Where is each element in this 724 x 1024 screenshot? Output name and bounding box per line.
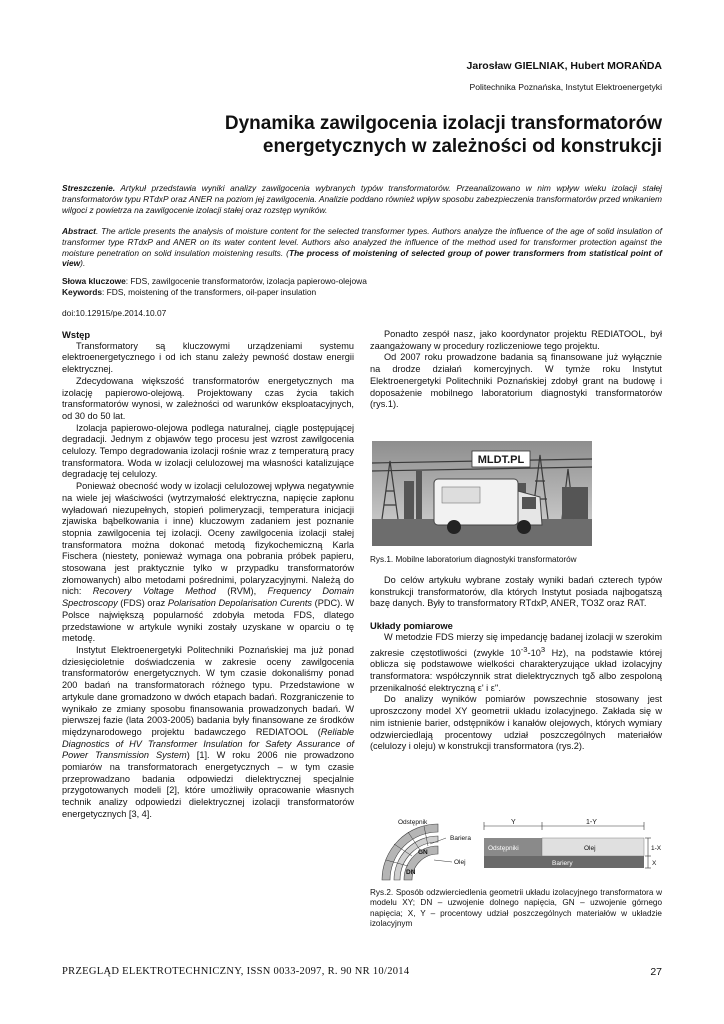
text-run: (RVM), [215,586,268,597]
text-run: (FDS) oraz [117,598,168,609]
paragraph [62,481,354,645]
keywords-pl-label: Słowa kluczowe [62,276,126,286]
label-dn: DN [406,869,416,876]
keywords-pl [62,276,367,287]
journal-footer: PRZEGLĄD ELEKTROTECHNICZNY, ISSN 0033-2097, R. 90 NR 10/2014 [62,966,410,977]
paragraph [370,632,662,695]
abstract-en-end: ). [80,258,86,269]
keywords-en-text: : FDS, moistening of the transformers, oil-paper insulation [102,287,317,297]
label-olej: Olej [454,859,466,866]
paragraph: Izolacja papierowo-olejowa podlega naturalnej, ciągle postępującej degradacji. Jednym z objawów tego procesu jest wzrost zawilgocenia celulozy. Tempo degradowania izolacji rośnie wraz z temperaturą pracy transformatora. Woda w izolacji celulozowej ma własności katalizujące degradację tej celulozy. [62,422,354,480]
paragraph: Transformatory są kluczowymi urządzeniami systemu elektroenergetycznego i od ich stanu zależy pewność dostaw energii elektrycznej. [62,340,354,375]
superscript: -3 [520,644,528,654]
title-line-2: energetycznych w zależności od konstrukcji [262,136,662,157]
text-run: W metodzie FDS mierzy się impedancję badanej izolacji w szerokim zakresie częstotliwości (zwykle 10 [370,631,662,658]
label-x: X [652,860,657,867]
doi: doi:10.12915/pe.2014.10.07 [62,308,167,318]
text-run: ) [1]. W roku 2006 nie prowadzono pomiarów na transformatorach energetycznych – w tym czasie przeprowadzano badania odpowiedzi dielektrycznej specjalnie przygotowanych modeli [2], które umożliwiły opracowanie własnych technik analizy odpowiedzi dielektrycznej izolacji transformatorów energetycznych [3, 4]. [62,750,354,819]
figure-2-caption: Rys.2. Sposób odzwierciedlenia geometrii układu izolacyjnego transformatora w modelu XY; DN – uzwojenie dolnego napięcia, GN – uzwojenie górnego napięcia; X, Y – procentowy udział poszczególnych materiałów w układzie izolacyjnym [370,888,662,929]
section-heading-measurement: Układy pomiarowe [370,620,453,632]
label-odstepniki: Odstępniki [488,845,519,852]
label-gn: GN [418,849,428,856]
paragraph: Do analizy wyników pomiarów powszechnie stosowany jest uproszczony model XY geometrii układu izolacyjnego. Zakłada się w nim istnienie barier, odstępników i kanałów olejowych, których wymiary odzwierciedlają procentowy udział poszczególnych materiałów (celulozy i oleju) w konstrukcji transformatora (rys.2). [370,694,662,752]
section-heading-intro: Wstęp [62,329,91,340]
text-run: Hz), na podstawie której oblicza się podstawowe wielkości charakteryzujące układ izolacyjny transformatora: współczynnik strat dielektrycznych tgδ albo zespoloną przenikalność elektryczną ε' i ε''. [370,647,662,693]
paper-title [142,112,662,158]
text-run: Ponieważ obecność wody w izolacji celulozowej wpływa negatywnie na wiele jej właściwości (wytrzymałość elektryczna, napięcie zapłonu wyładowań niezupełnych, stopień polimeryzacji, temperatura inicjacji zjawiska bąbelkowania i inne) kluczowym zadaniem jest poznanie stopnia zawilgocenia tej izolacji. Oceny zawilgocenia izolacji stałej transformatora można dokonać metodą fizykochemiczną Karla Fischera (niestety, ponieważ wymaga ona pobrania próbek papieru, stosowana jest praktycznie tylko w przypadku transformatorów złomowanych) albo metodami pośrednimi, polaryzacyjnymi. Należą do nich: [62,481,354,597]
right-column-top [370,329,662,411]
authors: Jarosław GIELNIAK, Hubert MORAŃDA [466,60,662,72]
superscript: 3 [540,644,546,654]
winding-cross-section [382,819,471,880]
paragraph [62,645,354,821]
page-number: 27 [650,966,662,978]
label-bariera: Bariera [450,835,471,842]
paragraph: Do celów artykułu wybrane zostały wyniki badań czterech typów konstrukcji transformatorów, dla których Instytut posiada najbogatszą bazę danych. Były to transformatory RTdxP, ANER, TO3Z oraz RAT. [370,575,662,609]
mldt-sign: MLDT.PL [477,454,525,466]
paragraph: Od 2007 roku prowadzone badania są finansowane już wyłącznie na drodze działań komercyjnych. W tymże roku Instytut Elektroenergetyki Politechniki Poznańskiej zdobył grant na budowę i doposażenie mobilnego laboratorium diagnostyki transformatorów (rys.1). [370,352,662,410]
affiliation: Politechnika Poznańska, Instytut Elektroenergetyki [469,82,662,92]
keywords-en-label: Keywords [62,287,103,297]
paragraph: Ponadto zespół nasz, jako koordynator projektu REDIATOOL, był zaangażowany w procedury rozliczeniowe tego projektu. [370,329,662,351]
text-run: Recovery Voltage Method [92,586,216,597]
abstract-pl-text: Artykuł przedstawia wyniki analizy zawilgocenia wybranych typów transformatorów. Przeanalizowano w nim wpływ wieku izolacji stałej transformatorów typu RTdxP oraz ANER na poziom jej zawilgocenia. Analizie poddano również wpływ sposobu zabezpieczenia transformatorów przed wnikaniem wilgoci z powietrza na zawilgocenie izolacji stałej oraz rozstęp wyników. [62,183,662,215]
text-run: Frequency Domain Spectroscopy [62,586,354,609]
text-run: -10 [527,647,541,658]
abstract-pl [62,183,662,215]
mobile-lab-illustration [372,441,592,546]
figure-1-photo [372,441,592,546]
text-run: Polarisation Depolarisation Curents [167,598,313,609]
keywords-en [62,287,316,298]
abstract-pl-label: Streszczenie. [62,183,116,193]
label-bariery: Bariery [552,860,573,867]
title-line-1: Dynamika zawilgocenia izolacji transformatorów [224,113,662,134]
figure-1-caption: Rys.1. Mobilne laboratorium diagnostyki transformatorów [370,555,577,564]
text-run: Reliable Diagnostics of HV Transformer Insulation for Safety Assurance of Power Transmission System [62,726,354,761]
paragraph: Zdecydowana większość transformatorów energetycznych ma izolację papierowo-olejową. Projektowany czas życia takich transformatorów wynosi, w zależności od warunków eksploatacyjnych, od 30 do 50 lat. [62,375,354,421]
abstract-en-label: Abstract [62,226,96,236]
right-column-bottom [370,575,662,753]
abstract-en-text: . The article presents the analysis of moisture content for the selected transformer types. Authors analyze the influence of the age of solid insulation of transformer type RTdxP and ANER on its water content level. Authors also analyzed the influence of the method used for transformer protection against the moisture penetration on solid insulation moistening results. ( [62,226,662,258]
keywords-pl-text: : FDS, zawilgocenie transformatorów, izolacja papierowo-olejowa [125,276,367,286]
label-odstepnik: Odstępnik [398,819,428,826]
label-y: Y [511,819,516,826]
xy-model-diagram [372,814,664,884]
text-run: Instytut Elektroenergetyki Politechniki Poznańskiej ma już ponad dziesięcioletnie doświadczenia w zakresie oceny zawilgocenia transformatorów energetycznych. W tym czasie dokonaliśmy ponad 200 badań na transformatorach różnego typu. Przedstawione w artykule dane gromadzono w dwóch etapach badań. Rozgraniczenie to wynikało ze zmiany sposobu finansowania prowadzonych badań. W pierwszej fazie (lata 2003-2005) badania były finansowane ze środków międzynarodowego projektu badawczego REDIATOOL ( [62,644,354,737]
figure-2-diagram [372,814,664,884]
xy-block [484,819,662,868]
abstract-en-title: The process of moistening of selected group of power transformers from statistical point of view [62,247,662,269]
label-olej-block: Olej [584,845,596,852]
label-1-minus-y: 1-Y [586,819,597,826]
abstract-en [62,226,662,269]
left-column [62,329,354,821]
text-run: (PDC). W Polsce największą popularność zdobyła metoda FDS, dlatego przedstawione w artykule wyniki zostały uzyskane w oparciu o tę metodę. [62,598,354,644]
label-1-minus-x: 1-X [651,845,662,852]
